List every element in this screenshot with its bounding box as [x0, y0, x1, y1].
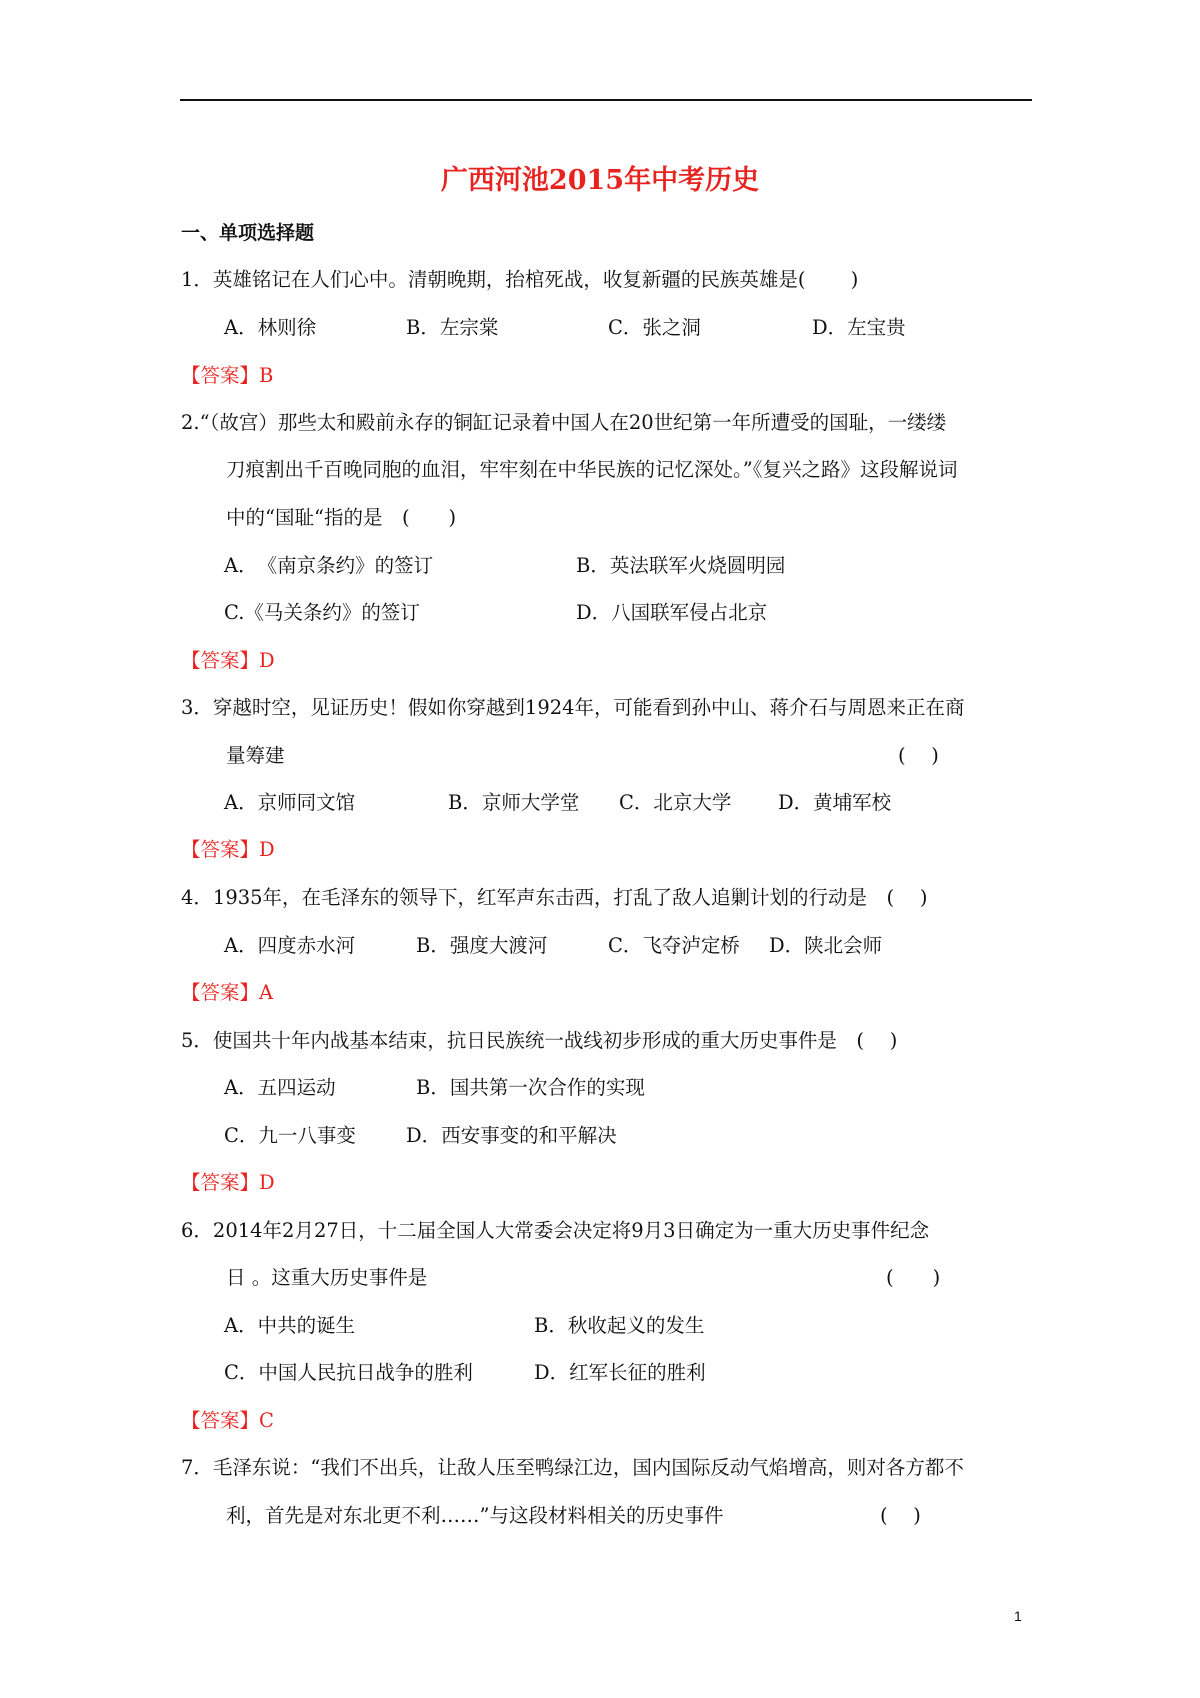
header-rule — [180, 99, 1032, 101]
question-6-option-a: A．中共的诞生 — [224, 1314, 356, 1337]
question-3-option-a: A．京师同文馆 — [224, 791, 356, 814]
question-2-option-a: A． 《南京条约》的签订 — [224, 554, 434, 577]
question-3-stem-line-1: 3．穿越时空，见证历史！假如你穿越到1924年，可能看到孙中山、蒋介石与周恩来正在商 — [181, 696, 965, 719]
question-2-answer: 【答案】D — [181, 649, 275, 672]
question-2-option-d: D．八国联军侵占北京 — [576, 601, 768, 624]
question-5-stem: 5．使国共十年内战基本结束，抗日民族统一战线初步形成的重大历史事件是 ( ) — [181, 1029, 898, 1052]
question-3-stem-line-2: 量筹建 — [226, 744, 285, 767]
question-7-blank: ( ) — [880, 1504, 921, 1527]
question-1-stem: 1．英雄铭记在人们心中。清朝晚期，抬棺死战，收复新疆的民族英雄是( ) — [181, 268, 859, 291]
question-5-option-a: A．五四运动 — [224, 1076, 336, 1099]
question-1-option-a: A．林则徐 — [224, 316, 317, 339]
question-5-option-b: B．国共第一次合作的实现 — [416, 1076, 645, 1099]
question-5-option-c: C．九一八事变 — [224, 1124, 356, 1147]
question-1-option-c: C．张之洞 — [608, 316, 701, 339]
question-2-option-b: B．英法联军火烧圆明园 — [576, 554, 786, 577]
question-4-option-a: A．四度赤水河 — [224, 934, 356, 957]
question-4-stem: 4．1935年，在毛泽东的领导下，红军声东击西，打乱了敌人追剿计划的行动是 ( ) — [181, 886, 928, 909]
question-3-option-d: D．黄埔军校 — [778, 791, 892, 814]
question-4-answer: 【答案】A — [181, 981, 274, 1004]
question-1-option-d: D．左宝贵 — [812, 316, 906, 339]
question-5-option-d: D．西安事变的和平解决 — [406, 1124, 617, 1147]
question-1-option-b: B．左宗棠 — [406, 316, 499, 339]
question-6-option-c: C．中国人民抗日战争的胜利 — [224, 1361, 473, 1384]
question-6-stem-line-2: 日 。这重大历史事件是 — [226, 1266, 428, 1289]
page-number: 1 — [1014, 1608, 1022, 1624]
question-6-stem-line-1: 6．2014年2月27日，十二届全国人大常委会决定将9月3日确定为一重大历史事件纪念 — [181, 1219, 930, 1242]
question-4-option-c: C．飞夺泸定桥 — [608, 934, 740, 957]
question-3-option-b: B．京师大学堂 — [448, 791, 580, 814]
question-2-stem-line-3: 中的“国耻“指的是 ( ) — [226, 506, 457, 529]
question-3-blank: ( ) — [898, 744, 939, 767]
question-4-option-d: D．陕北会师 — [769, 934, 883, 957]
section-heading: 一、单项选择题 — [181, 222, 315, 244]
question-6-option-d: D．红军长征的胜利 — [534, 1361, 706, 1384]
question-6-blank: ( ) — [886, 1266, 941, 1289]
question-1-answer: 【答案】B — [181, 364, 274, 387]
question-2-stem-line-2: 刀痕割出千百晚同胞的血泪，牢牢刻在中华民族的记忆深处。”《复兴之路》这段解说词 — [226, 458, 958, 481]
question-3-answer: 【答案】D — [181, 838, 275, 861]
question-3-option-c: C．北京大学 — [619, 791, 732, 814]
question-4-option-b: B．强度大渡河 — [416, 934, 548, 957]
question-2-stem-line-1: 2.“（故宫）那些太和殿前永存的铜缸记录着中国人在20世纪第一年所遭受的国耻，一缕缕 — [181, 411, 947, 434]
question-7-stem-line-1: 7．毛泽东说：“我们不出兵，让敌人压至鸭绿江边，国内国际反动气焰增高，则对各方都不 — [181, 1456, 964, 1479]
question-7-stem-line-2: 利，首先是对东北更不利……”与这段材料相关的历史事件 — [226, 1504, 724, 1527]
document-title: 广西河池2015年中考历史 — [440, 165, 760, 196]
question-6-answer: 【答案】C — [181, 1409, 274, 1432]
question-5-answer: 【答案】D — [181, 1171, 275, 1194]
question-2-option-c: C.《马关条约》的签订 — [224, 601, 420, 624]
question-6-option-b: B．秋收起义的发生 — [534, 1314, 705, 1337]
